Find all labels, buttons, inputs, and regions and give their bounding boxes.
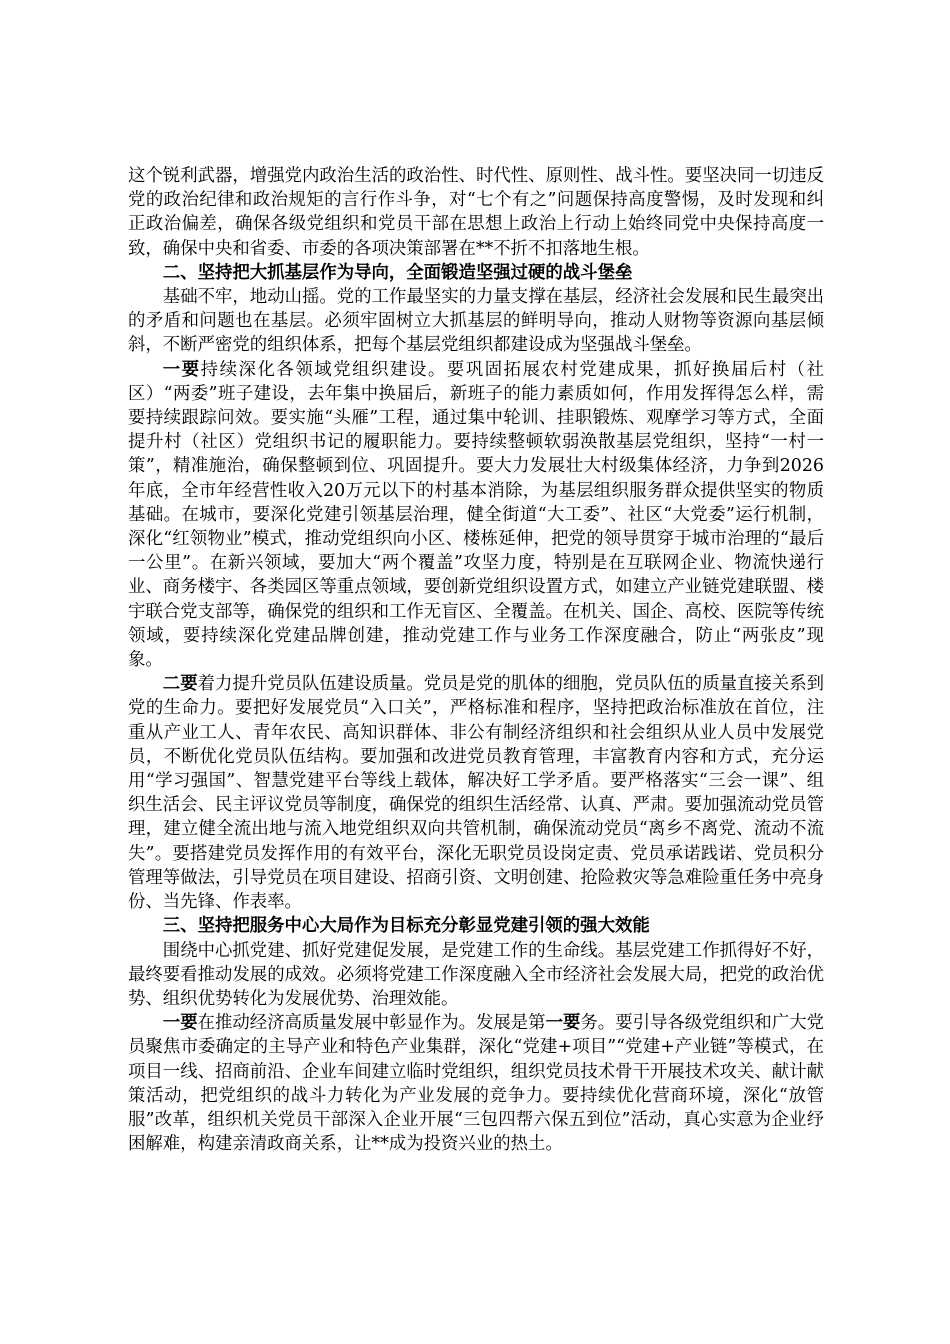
inline-emphasis: 一要 bbox=[545, 1013, 581, 1034]
point-body-text: 持续深化各领域党组织建设。要巩固拓展农村党建成果，抓好换届后村（社区）“两委”班子建设，去年集中换届后，新班子的能力素质如何，作用发挥得怎么样，需要持续跟踪问效。要实施“头雁”工程，通过集中轮训、挂职锻炼、观摩学习等方式，全面提升村（社区）党组织书记的履职能力。要持续整顿软弱涣散基层党组织，坚持“一村一策”，精准施治，确保整顿到位、巩固提升。要大力发展壮大村级集体经济，力争到2026年底，全市年经营性收入20万元以下的村基本消除，为基层组织服务群众提供坚实的物质基础。在城市，要深化党建引领基层治理，健全街道“大工委”、社区“大党委”运行机制，深化“红领物业”模式，推动党组织向小区、楼栋延伸，把党的领导贯穿于城市治理的“最后一公里”。在新兴领域，要加大“两个覆盖”攻坚力度，特别是在互联网企业、物流快递行业、商务楼宇、各类园区等重点领域，要创新党组织设置方式，如建立产业链党建联盟、楼宇联合党支部等，确保党的组织和工作无盲区、全覆盖。在机关、国企、高校、医院等传统领域，要持续深化党建品牌创建，推动党建工作与业务工作深度融合，防止“两张皮”现象。 bbox=[128, 359, 824, 671]
paragraph-section-2-intro: 基础不牢，地动山摇。党的工作最坚实的力量支撑在基层，经济社会发展和民生最突出的矛盾和问题也在基层。必须牢固树立大抓基层的鲜明导向，推动人财物等资源向基层倾斜，不断严密党的组织体系，把每个基层党组织都建设成为坚强战斗堡垒。 bbox=[128, 287, 824, 356]
section-heading-2: 二、坚持把大抓基层作为导向，全面锻造坚强过硬的战斗堡垒 bbox=[162, 262, 633, 283]
paragraph-section-2-point-1 bbox=[128, 358, 824, 673]
point-lead-label: 二要 bbox=[162, 674, 198, 695]
document-body bbox=[128, 164, 824, 1156]
point-lead-label: 一要 bbox=[162, 359, 201, 380]
point-body-text: 务。要引导各级党组织和广大党员聚焦市委确定的主导产业和特色产业集群，深化“党建+项目”“党建+产业链”等模式，在项目一线、招商前沿、企业车间建立临时党组织，组织党员技术骨干开展技术攻关、献计献策活动，把党组织的战斗力转化为产业发展的竞争力。要持续优化营商环境，深化“放管服”改革，组织机关党员干部深入企业开展“三包四帮六保五到位”活动，真心实意为企业纾困解难，构建亲清政商关系，让**成为投资兴业的热土。 bbox=[128, 1013, 824, 1155]
paragraph-section-3-intro: 围绕中心抓党建、抓好党建促发展，是党建工作的生命线。基层党建工作抓得好不好，最终要看推动发展的成效。必须将党建工作深度融入全市经济社会发展大局，把党的政治优势、组织优势转化为发展优势、治理效能。 bbox=[128, 940, 824, 1009]
paragraph-section-3-point-1 bbox=[128, 1011, 824, 1156]
point-lead-label: 一要 bbox=[162, 1013, 198, 1034]
section-heading-3: 三、坚持把服务中心大局作为目标充分彰显党建引领的强大效能 bbox=[162, 916, 650, 937]
paragraph-section-2-point-2 bbox=[128, 672, 824, 914]
point-body-text: 着力提升党员队伍建设质量。党员是党的肌体的细胞，党员队伍的质量直接关系到党的生命力。要把好发展党员“入口关”，严格标准和程序，坚持把政治标准放在首位，注重从产业工人、青年农民、高知识群体、非公有制经济组织和社会组织从业人员中发展党员，不断优化党员队伍结构。要加强和改进党员教育管理，丰富教育内容和方式，充分运用“学习强国”、智慧党建平台等线上载体，解决好工学矛盾。要严格落实“三会一课”、组织生活会、民主评议党员等制度，确保党的组织生活经常、认真、严肃。要加强流动党员管理，建立健全流出地与流入地党组织双向共管机制，确保流动党员“离乡不离党、流动不流失”。要搭建党员发挥作用的有效平台，深化无职党员设岗定责、党员承诺践诺、党员积分管理等做法，引导党员在项目建设、招商引资、文明创建、抢险救灾等急难险重任务中亮身份、当先锋、作表率。 bbox=[128, 674, 824, 913]
paragraph-opening: 这个锐利武器，增强党内政治生活的政治性、时代性、原则性、战斗性。要坚决同一切违反党的政治纪律和政治规矩的言行作斗争，对“七个有之”问题保持高度警惕，及时发现和纠正政治偏差，确保各级党组织和党员干部在思想上政治上行动上始终同党中央保持高度一致，确保中央和省委、市委的各项决策部署在**不折不扣落地生根。 bbox=[128, 166, 824, 259]
point-body-text: 在推动经济高质量发展中彰显作为。发展是第 bbox=[197, 1013, 546, 1034]
